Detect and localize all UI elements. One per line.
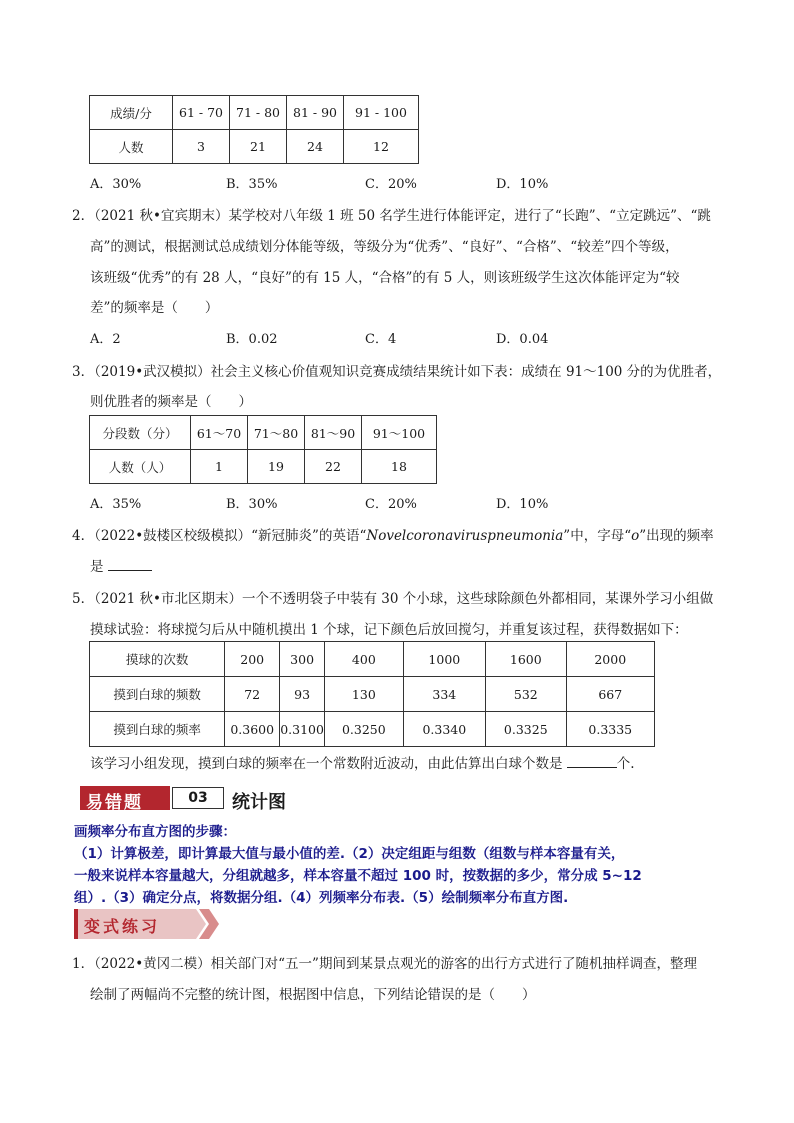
- q4-word: Novelcoronaviruspneumonia: [366, 528, 564, 544]
- q3-score-table: [89, 415, 437, 484]
- table-cell: 300: [280, 642, 325, 677]
- table-cell: 1: [191, 450, 248, 484]
- option-c[interactable]: C．20%: [365, 497, 417, 512]
- p1-stem-line1: 1．（2022•黄冈二模）相关部门对“五一”期间到某景点观光的游客的出行方式进行了随机抽样调查，整理: [72, 956, 697, 972]
- table-cell: 12: [344, 130, 419, 164]
- table-cell: 人数（人）: [90, 450, 191, 484]
- table-cell: 22: [305, 450, 362, 484]
- option-b[interactable]: B．35%: [226, 177, 278, 192]
- answer-blank[interactable]: [567, 755, 617, 768]
- table-cell: 摸到白球的频数: [90, 677, 225, 712]
- badge-text: 易错题: [86, 793, 143, 813]
- q2-stem-line2: 高”的测试，根据测试总成绩划分体能等级，等级分为“优秀”、“良好”、“合格”、“较差”四个等级，: [90, 239, 679, 255]
- option-b[interactable]: B．30%: [226, 497, 278, 512]
- q4-letter: o: [631, 528, 640, 544]
- q5-stem-line1: 5．（2021 秋•市北区期末）一个不透明袋子中装有 30 个小球，这些球除颜色外都相同，某课外学习小组做: [72, 591, 714, 607]
- table-cell: 400: [325, 642, 404, 677]
- table-cell: 61～70: [191, 416, 248, 450]
- q4-text-b: ”中，字母“: [563, 528, 632, 544]
- table-cell: 71～80: [248, 416, 305, 450]
- option-a[interactable]: A．35%: [90, 497, 142, 512]
- table-cell: 93: [280, 677, 325, 712]
- q5-conclusion: [90, 752, 635, 772]
- table-cell: 1600: [486, 642, 566, 677]
- practice-label: 变式练习: [84, 917, 161, 936]
- steps-line1: （1）计算极差，即计算最大值与最小值的差.（2）决定组距与组数（组数与样本容量有关，: [74, 846, 625, 862]
- table-cell: 24: [287, 130, 344, 164]
- option-b[interactable]: B．0.02: [226, 332, 278, 347]
- steps-line2: 一般来说样本容量越大，分组就越多，样本容量不超过 100 时，按数据的多少，常分成 5~12: [74, 868, 642, 884]
- table-cell: 81～90: [305, 416, 362, 450]
- table-cell: 91～100: [362, 416, 437, 450]
- table-cell: 72: [225, 677, 280, 712]
- table-cell: 1000: [403, 642, 485, 677]
- steps-heading: 画频率分布直方图的步骤：: [74, 824, 236, 840]
- option-a[interactable]: A．2: [90, 332, 121, 347]
- table-cell: 人数: [90, 130, 173, 164]
- q4-stem-line1: [72, 524, 714, 544]
- table-cell: 91 - 100: [344, 96, 419, 130]
- q1-score-table: [89, 95, 419, 164]
- table-cell: 0.3335: [566, 712, 654, 747]
- option-d[interactable]: D．0.04: [496, 332, 549, 347]
- q5-stem-line2: 摸球试验：将球搅匀后从中随机摸出 1 个球，记下颜色后放回搅匀，并重复该过程，获得数据如下：: [90, 622, 688, 638]
- q4-text-a: 4．（2022•鼓楼区校级模拟）“新冠肺炎”的英语“: [72, 528, 367, 544]
- table-cell: 81 - 90: [287, 96, 344, 130]
- table-cell: 667: [566, 677, 654, 712]
- q2-stem-line1: 2．（2021 秋•宜宾期末）某学校对八年级 1 班 50 名学生进行体能评定，进行了“长跑”、“立定跳远”、“跳: [72, 208, 711, 224]
- table-cell: 成绩/分: [90, 96, 173, 130]
- option-c[interactable]: C．20%: [365, 177, 417, 192]
- table-cell: 61 - 70: [173, 96, 230, 130]
- q4-stem-line2: [90, 555, 152, 575]
- q2-stem-line3: 该班级“优秀”的有 28 人，“良好”的有 15 人，“合格”的有 5 人，则该班级学生这次体能评定为“较: [90, 270, 680, 286]
- q3-stem-line2: 则优胜者的频率是（ ）: [90, 394, 252, 410]
- q4-text-line2: 是: [90, 559, 104, 575]
- option-d[interactable]: D．10%: [496, 497, 549, 512]
- table-cell: 334: [403, 677, 485, 712]
- table-cell: 0.3325: [486, 712, 566, 747]
- table-cell: 0.3100: [280, 712, 325, 747]
- option-d[interactable]: D．10%: [496, 177, 549, 192]
- q4-text-c: ”出现的频率: [639, 528, 714, 544]
- option-c[interactable]: C．4: [365, 332, 397, 347]
- q2-stem-line4: 差”的频率是（ ）: [90, 300, 219, 316]
- q5-conclusion-text: 该学习小组发现，摸到白球的频率在一个常数附近波动，由此估算出白球个数是: [90, 756, 563, 772]
- table-cell: 19: [248, 450, 305, 484]
- q3-stem-line1: 3．（2019•武汉模拟）社会主义核心价值观知识竞赛成绩结果统计如下表：成绩在 91～100 分的为优胜者，: [72, 364, 722, 380]
- table-cell: 200: [225, 642, 280, 677]
- table-cell: 2000: [566, 642, 654, 677]
- table-cell: 分段数（分）: [90, 416, 191, 450]
- table-cell: 532: [486, 677, 566, 712]
- section-badge: [80, 786, 225, 813]
- table-cell: 18: [362, 450, 437, 484]
- section-title: 统计图: [232, 792, 286, 813]
- steps-line3: 组）.（3）确定分点，将数据分组.（4）列频率分布表.（5）绘制频率分布直方图.: [74, 890, 569, 906]
- q5-experiment-table: [89, 641, 655, 747]
- table-cell: 0.3340: [403, 712, 485, 747]
- table-cell: 130: [325, 677, 404, 712]
- table-cell: 0.3250: [325, 712, 404, 747]
- q5-conclusion-tail: 个.: [616, 756, 635, 772]
- table-cell: 摸球的次数: [90, 642, 225, 677]
- table-cell: 3: [173, 130, 230, 164]
- p1-stem-line2: 绘制了两幅尚不完整的统计图，根据图中信息，下列结论错误的是（ ）: [90, 987, 536, 1003]
- table-cell: 0.3600: [225, 712, 280, 747]
- table-cell: 71 - 80: [230, 96, 287, 130]
- table-cell: 21: [230, 130, 287, 164]
- option-a[interactable]: A．30%: [90, 177, 142, 192]
- badge-number: 03: [172, 787, 224, 809]
- practice-banner: [74, 909, 222, 939]
- answer-blank[interactable]: [108, 558, 152, 571]
- table-cell: 摸到白球的频率: [90, 712, 225, 747]
